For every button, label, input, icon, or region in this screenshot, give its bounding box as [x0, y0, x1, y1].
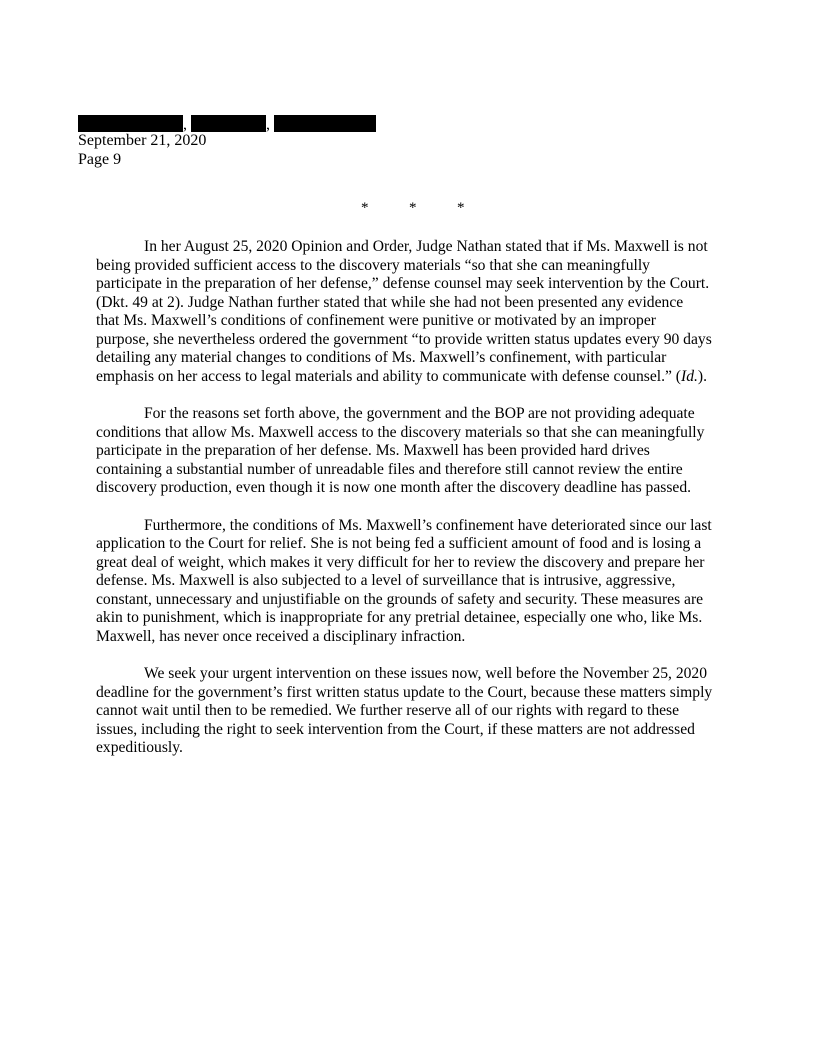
letter-header	[78, 114, 376, 169]
letter-body	[96, 238, 736, 777]
citation-id: Id.	[681, 367, 698, 385]
redaction-block	[191, 115, 266, 132]
body-paragraph: Furthermore, the conditions of Ms. Maxwell’s confinement have deteriorated since our last application to the Court for relief. She is not being fed a sufficient amount of food and is losing a great deal of weight, which makes it very difficult for her to review the discovery and prepare her defense. Ms. Maxwell is also subjected to a level of surveillance that is intrusive, aggressive, constant, unnecessary and unjustifiable on the grounds of safety and security. These measures are akin to punishment, which is inappropriate for any pretrial detainee, especially one who, like Ms. Maxwell, has never once received a disciplinary infraction.	[96, 516, 712, 645]
letter-date: September 21, 2020	[78, 132, 207, 149]
page-number: Page 9	[78, 150, 122, 168]
recipient-separator: ,	[266, 116, 270, 133]
section-break-asterisk: *	[457, 200, 465, 216]
redaction-block	[78, 115, 183, 132]
body-paragraph: In her August 25, 2020 Opinion and Order, Judge Nathan stated that if Ms. Maxwell is not being provided sufficient access to the discovery materials “so that she can meaningfully participate in the preparation of her defense,” defense counsel may seek intervention by the Court. (Dkt. 49 at 2). Judge Nathan further stated that while she had not been presented any evidence that Ms. Maxwell’s conditions of confinement were punitive or motivated by an improper purpose, she nevertheless ordered the government “to provide written status updates every 90 days detailing any material changes to conditions of Ms. Maxwell’s confinement, with particular emphasis on her access to legal materials and ability to communicate with defense counsel.” (Id.).	[96, 238, 712, 385]
section-break	[0, 200, 816, 218]
redaction-block	[274, 115, 376, 132]
section-break-asterisk: *	[361, 200, 369, 216]
section-break-asterisk: *	[409, 200, 417, 216]
body-paragraph: For the reasons set forth above, the government and the BOP are not providing adequate conditions that allow Ms. Maxwell access to the discovery materials so that she can meaningfully participate in the preparation of her defense. Ms. Maxwell has been provided hard drives containing a substantial number of unreadable files and therefore still cannot review the entire discovery production, even though it is now one month after the discovery deadline has passed.	[96, 405, 705, 496]
recipient-line	[78, 114, 376, 132]
recipient-separator: ,	[183, 116, 187, 133]
body-paragraph: We seek your urgent intervention on these issues now, well before the November 25, 2020 deadline for the government’s first written status update to the Court, because these matters simply cannot wait until then to be remedied. We further reserve all of our rights with regard to these issues, including the right to seek intervention from the Court, if these matters are not addressed expeditiously.	[96, 665, 713, 756]
